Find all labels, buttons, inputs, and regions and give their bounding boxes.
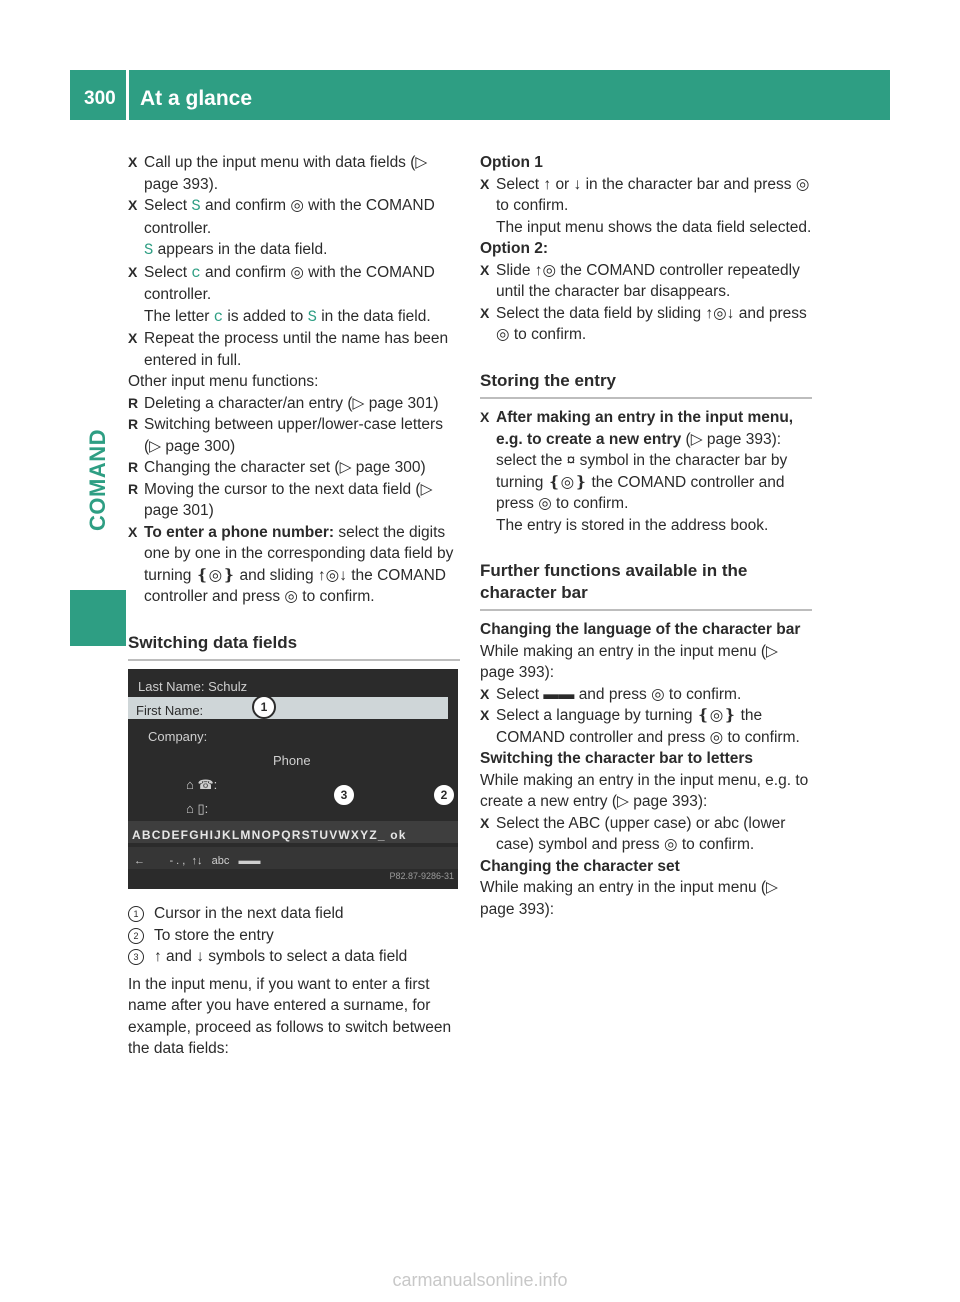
step-phone-number <box>128 522 460 608</box>
field-label: ⌂ ☎: <box>186 777 218 792</box>
highlight-letter-c: c <box>213 307 224 326</box>
section-title: At a glance <box>140 87 253 110</box>
highlight-letter-s: S <box>191 197 201 215</box>
option-2-step-1: X Slide ↑◎ the COMAND controller repeatedly until the character bar disappears. <box>480 260 812 303</box>
store-step <box>480 407 812 536</box>
phone-text: select the digits one by one in the corresponding data field by turning ❴◎❵ and sliding ↑◎↓ the COMAND controller and press ◎ to confirm. <box>144 523 454 605</box>
callout-1: 1 <box>252 695 276 719</box>
option-1-step <box>480 174 812 239</box>
field-label: Phone <box>273 753 311 768</box>
legend-text: To store the entry <box>154 926 274 944</box>
heading-switch-to-letters: Switching the character bar to letters <box>480 750 754 767</box>
legend-item-2 <box>128 925 460 947</box>
option-2-step-2: X Select the data field by sliding ↑◎↓ and press ◎ to confirm. <box>480 303 812 346</box>
step-text: appears in the data field. <box>157 241 328 258</box>
image-code: P82.87-9286-31 <box>389 870 454 881</box>
store-label: After making an entry in the input menu, e.g. to create a new entry <box>496 409 794 448</box>
highlight-letter-s: S <box>144 241 154 259</box>
field-label: ⌂ ▯: <box>186 801 209 816</box>
bullet-item: R Moving the cursor to the next data field (▷ page 301) <box>128 479 460 522</box>
step-select-s <box>128 195 460 262</box>
left-column <box>128 152 460 1060</box>
field-home-mobile <box>128 795 458 817</box>
right-column <box>480 152 812 920</box>
field-label: First Name: <box>136 703 204 718</box>
option-1-label: Option 1 <box>480 154 543 171</box>
highlight-letter-c: c <box>191 263 201 282</box>
legend-item-3 <box>128 946 460 968</box>
step-repeat: X Repeat the process until the name has been entered in full. <box>128 328 460 371</box>
store-result: The entry is stored in the address book. <box>496 516 769 534</box>
bullet-item: R Changing the character set (▷ page 300) <box>128 457 460 479</box>
callout-3: 3 <box>332 783 356 807</box>
comand-screenshot <box>128 669 458 889</box>
switch-fields-paragraph: In the input menu, if you want to enter a first name after you have entered a surname, for example, proceed as follows to switch between the data fields: <box>128 975 452 1057</box>
side-marker <box>70 590 126 646</box>
letters-intro: While making an entry in the input menu, e.g. to create a new entry (▷ page 393): <box>480 771 809 810</box>
legend-number: 2 <box>128 928 144 944</box>
language-step-1: X Select ▬▬ and press ◎ to confirm. <box>480 684 812 706</box>
character-bar-text: ABCDEFGHIJKLMNOPQRSTUVWXYZ_ ok <box>132 828 407 842</box>
field-label: Company: <box>148 729 208 744</box>
legend-number: 1 <box>128 906 144 922</box>
step-text: in the data field. <box>321 307 431 325</box>
language-step-2: X Select a language by turning ❴◎❵ the COMAND controller and press ◎ to confirm. <box>480 705 812 748</box>
field-last-name <box>128 673 458 695</box>
legend-text: ↑ and ↓ symbols to select a data field <box>154 948 408 965</box>
field-company <box>128 723 458 745</box>
page-header <box>70 70 890 120</box>
character-bar <box>128 821 458 843</box>
letters-step: X Select the ABC (upper case) or abc (lower case) symbol and press ◎ to confirm. <box>480 813 812 856</box>
store-text: (▷ page 393): select the ¤ symbol in the character bar by turning ❴◎❵ the COMAND controller and press ◎ to confirm. <box>496 430 788 512</box>
bullet-item: R Deleting a character/an entry (▷ page 301) <box>128 393 460 415</box>
phone-label: To enter a phone number: <box>144 523 335 541</box>
option-2-label: Option 2: <box>480 240 549 257</box>
step-text: and confirm ◎ with the COMAND controller. <box>144 197 435 237</box>
language-intro: While making an entry in the input menu (▷ page 393): <box>480 642 778 681</box>
other-functions-label: Other input menu functions: <box>128 373 319 390</box>
legend-text: Cursor in the next data field <box>154 905 344 922</box>
step-call-up: X Call up the input menu with data fields (▷ page 393). <box>128 152 460 195</box>
step-text: and confirm ◎ with the COMAND controller. <box>144 263 435 303</box>
heading-change-character-set: Changing the character set <box>480 857 680 875</box>
field-home-phone <box>128 771 458 793</box>
highlight-letter-s: S <box>307 307 317 326</box>
heading-storing-entry: Storing the entry <box>480 370 812 400</box>
callout-2: 2 <box>432 783 456 807</box>
step-text: Select ↑ or ↓ in the character bar and press ◎ to confirm. <box>496 175 810 214</box>
field-first-name <box>128 697 448 719</box>
heading-change-language: Changing the language of the character bar <box>480 621 801 638</box>
legend-item-1 <box>128 903 460 925</box>
side-label-text: COMAND <box>85 429 110 531</box>
step-select-c <box>128 262 460 329</box>
field-label: Last Name: Schulz <box>138 679 248 694</box>
step-result: The input menu shows the data field selected. <box>496 218 812 236</box>
field-phone <box>128 747 458 769</box>
heading-switching-data-fields: Switching data fields <box>128 632 460 662</box>
step-text: Select <box>144 263 188 281</box>
side-section-label <box>70 380 126 580</box>
step-text: The letter <box>144 307 210 325</box>
header-divider <box>126 70 129 120</box>
legend-number: 3 <box>128 949 144 965</box>
toolbar-text: ← - . , ↑↓ abc ▬▬ <box>134 855 261 867</box>
page-number: 300 <box>84 88 116 109</box>
charset-intro: While making an entry in the input menu (▷ page 393): <box>480 879 778 918</box>
step-text: Select <box>144 197 188 214</box>
watermark: carmanualsonline.info <box>392 1270 568 1290</box>
step-text: is added to <box>227 307 304 325</box>
bullet-item: R Switching between upper/lower-case letters (▷ page 300) <box>128 414 460 457</box>
heading-further-functions: Further functions available in the character bar <box>480 560 812 611</box>
